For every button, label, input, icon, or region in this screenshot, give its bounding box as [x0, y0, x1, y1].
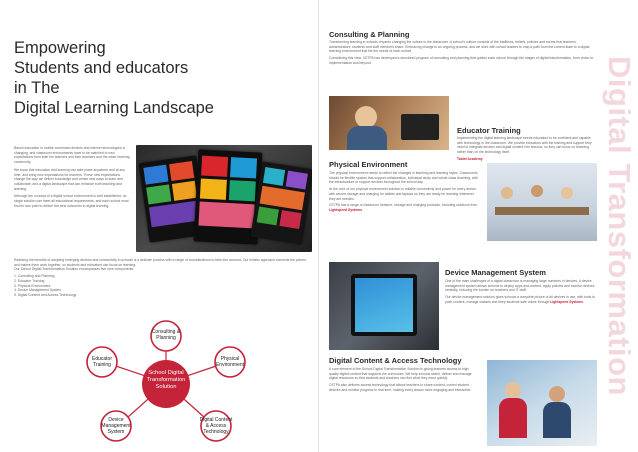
consulting-paragraph-2: Considering this view, CETPA has developed a structured program of consulting and planning that guides each school through the stages of digital transformation, from vision to implementation and beyond. — [329, 56, 594, 65]
content-text — [329, 367, 479, 395]
physical-paragraph-2: At the core of our physical environment solution is reliable connectivity and power for every device, with secure storage and charging for tablets and laptops so they are ready for learning whenever they are needed. — [329, 187, 477, 201]
lower-paragraph-1: Realizing the benefits of adopting emerging devices and connectivity in schools is a delicate process with a range of considerations to take into account. Our holistic approach connects the pieces and makes them work together, so students and educators can focus on learning. — [14, 258, 306, 267]
intro-paragraph-1: Based education in mobile connected devices and internet technologies is changing, and classroom environments have to be matched to new expectations from both the learners and their teachers and the wider learning community. — [14, 146, 130, 165]
content-heading: Digital Content & Access Technology — [329, 356, 462, 365]
vertical-title — [602, 6, 637, 446]
title-line-3: in The — [14, 79, 60, 97]
component-item: 1. Consulting and Planning — [14, 274, 55, 279]
device-text — [445, 279, 597, 307]
center-label: School Digital Transformation Solution — [146, 370, 186, 390]
intro-paragraph-2: We know that education and learning can take place anywhere and at any time, and bring new expectations for learners. These new expectations change the way we deliver knowledge and create new ways to learn and collaborate, and a digital landscape that can enhance both teaching and learning. — [14, 167, 125, 191]
solution-diagram — [66, 318, 266, 448]
vertical-title-text: Digital Transformation — [602, 56, 637, 396]
training-text — [457, 136, 597, 164]
lower-paragraph-2: Our School Digital Transformation Solution encompasses five core components: — [14, 267, 135, 272]
node-label-training: Educator Training — [91, 356, 112, 368]
physical-paragraph-3: CETPA has a range of classroom furniture, storage and charging products, including solutions from — [329, 203, 478, 208]
training-paragraph-1: Implementing the digital learning landscape needs educators to be confident and capable with technology in the classroom. We provide educators with the training and support they need to integrate devices and digital content into lessons, so they can focus on teaching rather than on the technology itself. — [457, 136, 592, 155]
right-page — [319, 0, 638, 452]
node-label-device: Device Management System — [101, 417, 131, 435]
node-label-content: Digital Content & Access Technology — [199, 417, 233, 435]
consulting-text — [329, 40, 597, 68]
training-heading: Educator Training — [457, 126, 521, 135]
title-line-1: Empowering — [14, 39, 106, 57]
physical-text — [329, 171, 479, 215]
content-paragraph-1: A core element of the School Digital Transformation Solution is giving learners access to high quality digital content that supports the curriculum. We help schools select, deliver and manage digital resources so that students and teachers can find what they need quickly. — [329, 367, 472, 381]
lightspeed-highlight-device: Lightspeed Systems — [550, 299, 584, 304]
intro-paragraph-3: Although the concept of a digital school environment is well established, no single solution can meet all educational requirements, and each school must find its own path to deliver the best outcomes in digital learning. — [14, 194, 129, 208]
components-list — [14, 274, 312, 298]
component-item: 5. Digital Content and Access Technology — [14, 292, 77, 297]
components-text — [14, 258, 312, 298]
tablet-academy-highlight: Tablet Academy — [457, 156, 483, 161]
classroom-tablets-photo — [136, 145, 312, 252]
page-title — [14, 38, 314, 118]
device-paragraph-2: Our device management solution gives schools a complete picture of all devices in use, with tools to push content, manage classes and keep students safe online through — [445, 295, 596, 304]
component-item: 4. Device Management System — [14, 288, 62, 293]
classroom-photo — [487, 163, 597, 241]
teacher-photo — [329, 96, 449, 150]
title-line-4: Digital Learning Landscape — [14, 99, 214, 117]
physical-heading: Physical Environment — [329, 160, 408, 169]
device-heading: Device Management System — [445, 268, 546, 277]
intro-text — [14, 146, 132, 211]
node-label-consulting: Consulting & Planning — [151, 329, 181, 341]
physical-paragraph-1: The physical environment needs to reflect the changes in teaching and learning styles. Classrooms should be flexible spaces that support collaboration, individual study and whole-class teaching, with the infrastructure to support devices throughout the school day. — [329, 171, 478, 185]
device-paragraph-1: One of the main challenges of a digital classroom is managing large numbers of devices. A device management system allows schools to deploy apps and content, apply policies and monitor devices centrally, reducing the burden on teachers and IT staff. — [445, 279, 595, 293]
component-item: 2. Educator Training — [14, 278, 45, 283]
content-paragraph-2: CETPA also delivers access technology that allows teachers to share content, control student devices and monitor progress in real time, making every lesson more engaging and interactive. — [329, 383, 472, 392]
title-line-2: Students and educators — [14, 59, 189, 77]
consulting-heading: Consulting & Planning — [329, 30, 410, 39]
node-label-physical: Physical Environment — [215, 356, 245, 368]
lightspeed-highlight-physical: Lightspeed Systems — [329, 207, 362, 212]
consulting-paragraph-1: Transforming learning in schools requires changing the culture in the classroom. A school's culture consists of the traditions, beliefs, policies and norms that teachers, administrators, students and staff members share. Embracing change is an ongoing process, and we work with school leaders to map a path from the current state to a digital learning environment that fits the needs of each school. — [329, 40, 590, 54]
students-photo — [487, 360, 597, 446]
component-item: 3. Physical Environment — [14, 283, 51, 288]
device-photo — [329, 262, 439, 350]
